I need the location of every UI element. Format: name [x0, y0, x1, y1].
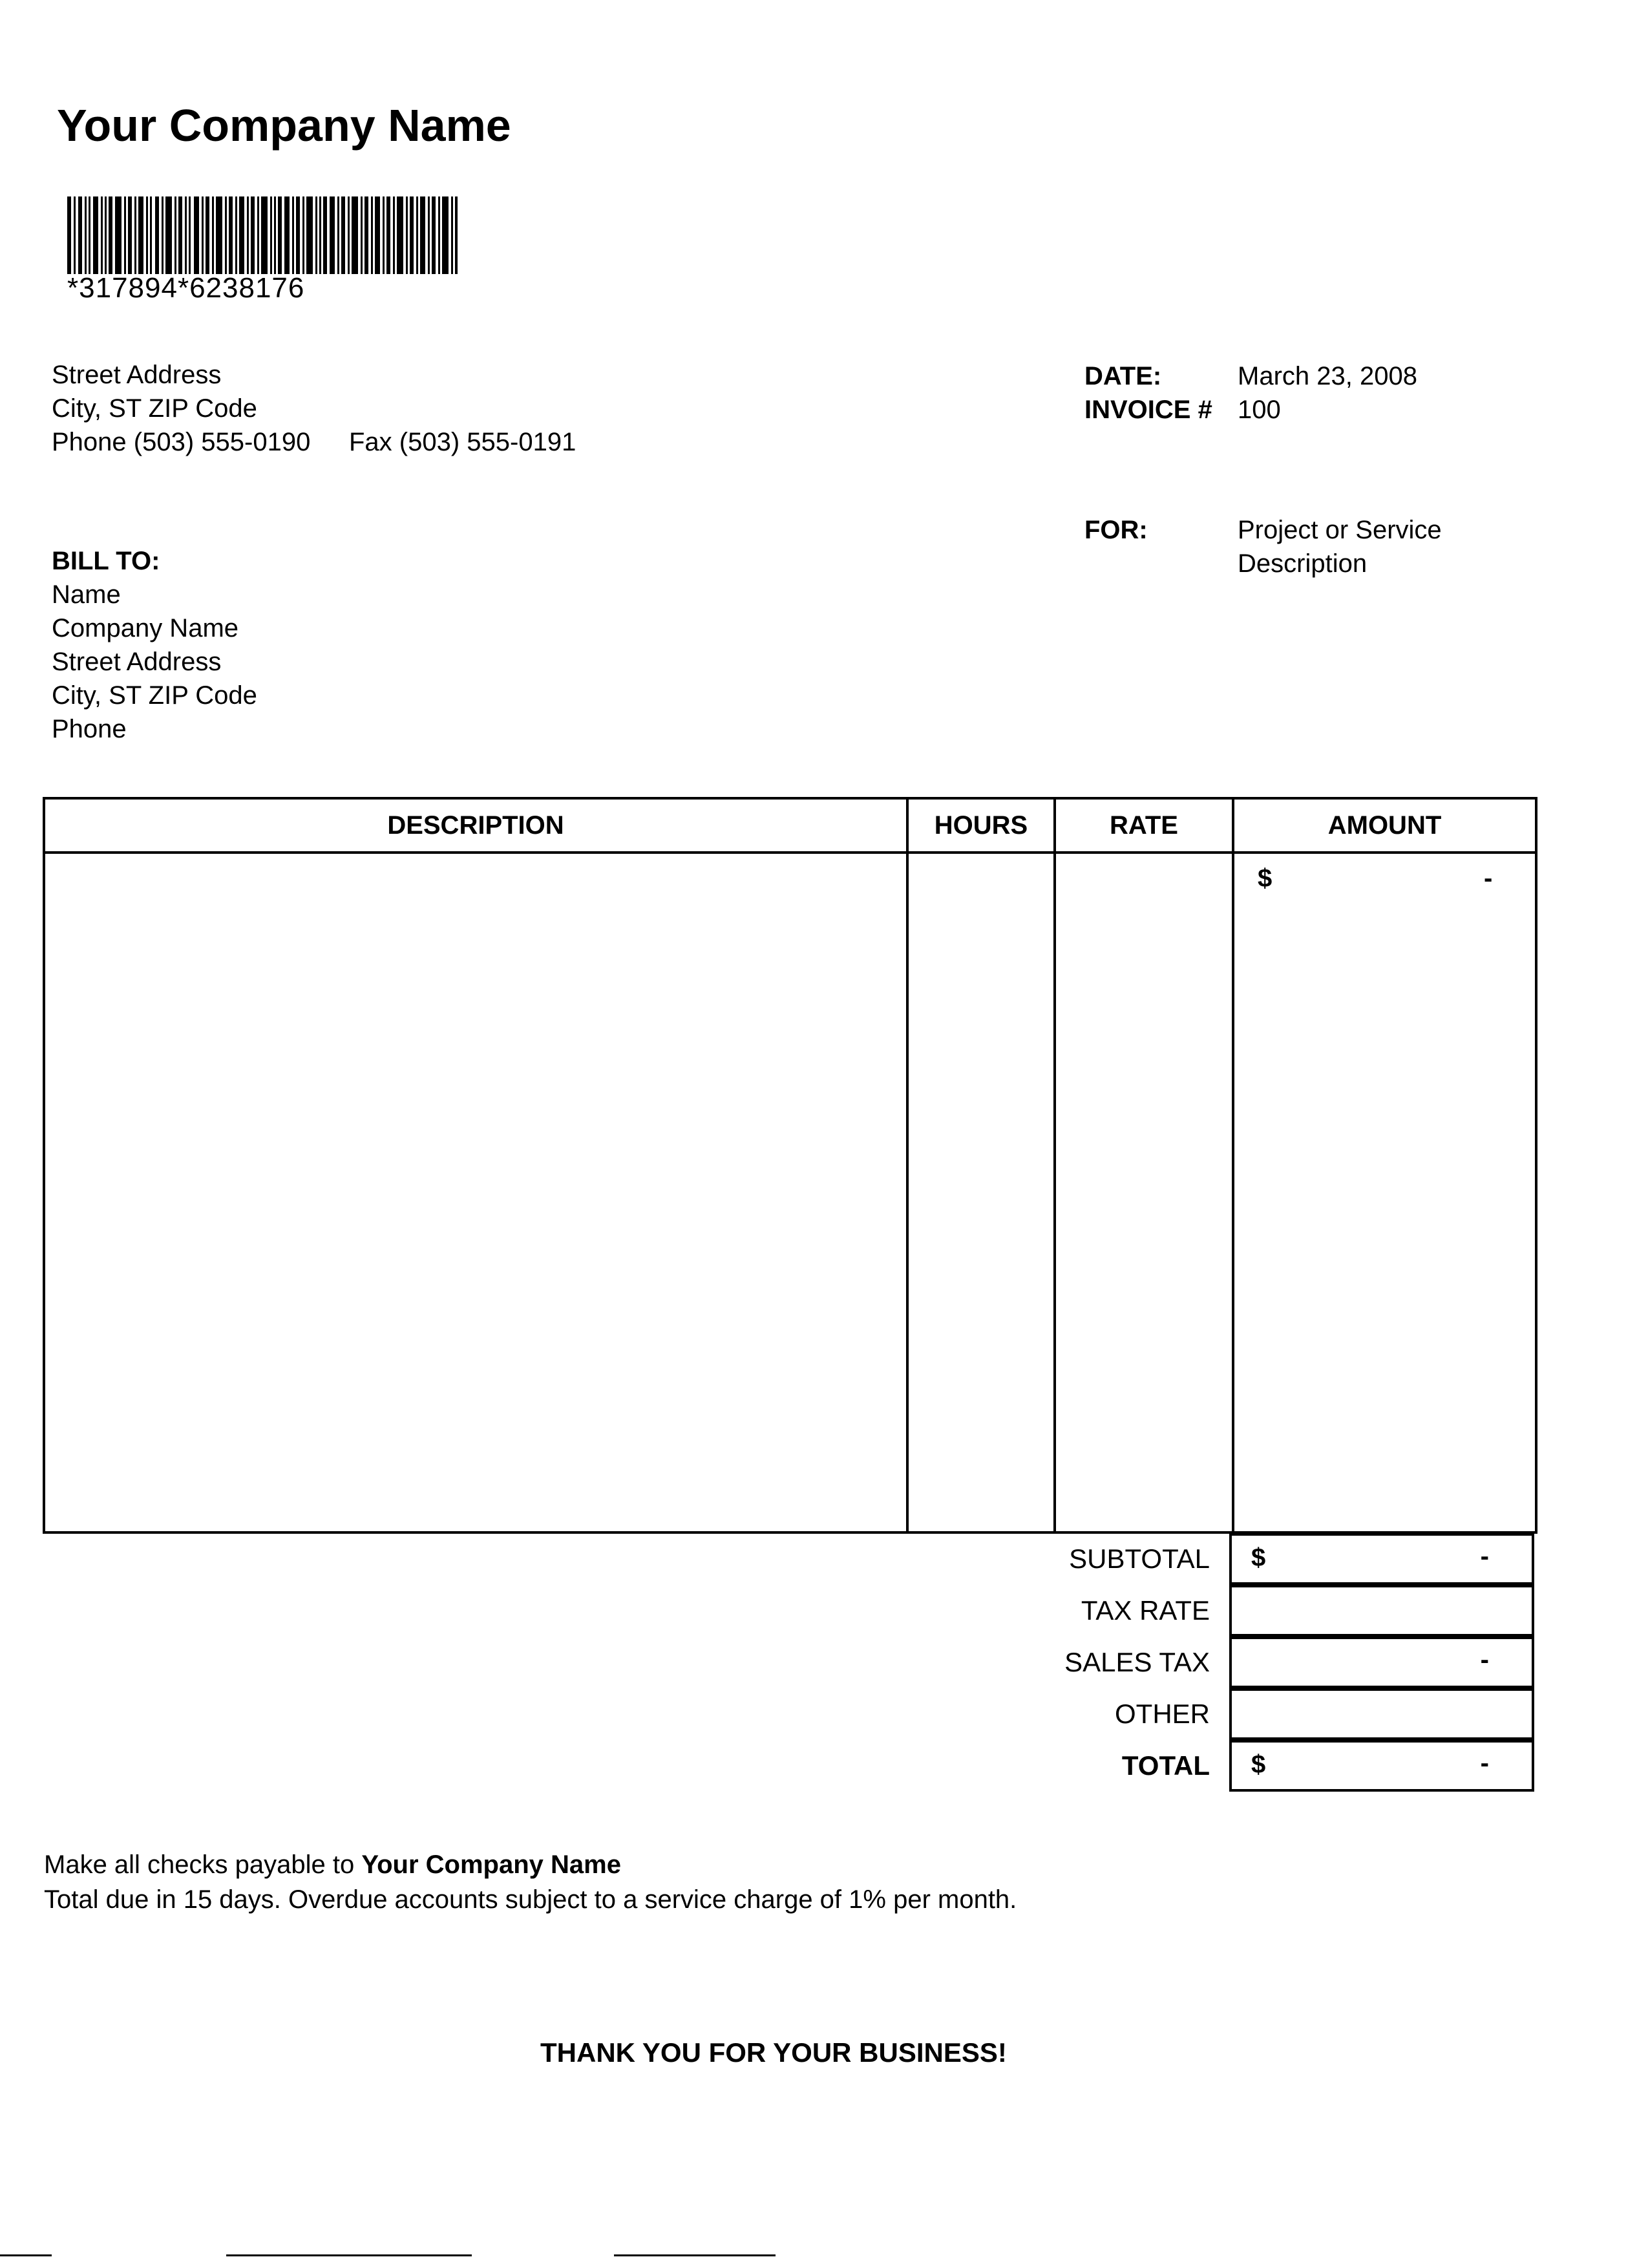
- subtotal-label: SUBTOTAL: [1069, 1543, 1210, 1574]
- total-currency: $: [1251, 1750, 1266, 1779]
- subtotal-currency: $: [1251, 1543, 1266, 1572]
- header-hours: HOURS: [934, 811, 1028, 840]
- tax-rate-box: [1229, 1585, 1534, 1637]
- header-rate: RATE: [1110, 811, 1178, 840]
- bill-to-name: Name: [52, 580, 121, 609]
- date-label: DATE:: [1084, 362, 1162, 390]
- scan-artifact-line: [226, 2254, 472, 2256]
- column-divider: [1053, 800, 1056, 1531]
- bill-to-street: Street Address: [52, 648, 222, 676]
- date-value: March 23, 2008: [1238, 362, 1417, 390]
- invoice-number-label: INVOICE #: [1084, 396, 1212, 424]
- other-label: OTHER: [1115, 1699, 1210, 1729]
- sender-fax: Fax (503) 555-0191: [349, 428, 576, 456]
- scan-artifact-line: [614, 2254, 776, 2256]
- payment-terms: Total due in 15 days. Overdue accounts subject to a service charge of 1% per month.: [44, 1885, 1017, 1914]
- header-amount: AMOUNT: [1327, 811, 1442, 840]
- barcode-number: *317894*6238176: [67, 272, 305, 304]
- tax-rate-label: TAX RATE: [1081, 1595, 1210, 1626]
- checks-payable-company: Your Company Name: [361, 1850, 621, 1879]
- table-header-divider: [45, 851, 1535, 854]
- total-value: -: [1480, 1749, 1489, 1777]
- other-box: [1229, 1688, 1534, 1740]
- sales-tax-box: [1229, 1637, 1534, 1688]
- total-label: TOTAL: [1121, 1750, 1210, 1781]
- header-description: DESCRIPTION: [387, 811, 564, 840]
- total-box: [1229, 1740, 1534, 1792]
- sender-street: Street Address: [52, 361, 222, 389]
- subtotal-value: -: [1480, 1542, 1489, 1571]
- invoice-number-value: 100: [1238, 396, 1281, 424]
- amount-value: -: [1484, 864, 1493, 893]
- barcode-image: [67, 196, 458, 274]
- sender-city: City, ST ZIP Code: [52, 394, 257, 423]
- subtotal-box: [1229, 1533, 1534, 1585]
- bill-to-label: BILL TO:: [52, 547, 160, 575]
- thank-you-message: THANK YOU FOR YOUR BUSINESS!: [540, 2037, 1007, 2068]
- checks-payable-prefix: Make all checks payable to: [44, 1850, 362, 1879]
- sender-phone: Phone (503) 555-0190: [52, 428, 311, 456]
- for-value-line2: Description: [1238, 549, 1368, 578]
- bill-to-company: Company Name: [52, 614, 239, 642]
- for-label: FOR:: [1084, 516, 1148, 544]
- line-items-table: [43, 797, 1537, 1534]
- column-divider: [906, 800, 909, 1531]
- column-divider: [1232, 800, 1234, 1531]
- scan-artifact-line: [0, 2254, 52, 2256]
- sales-tax-label: SALES TAX: [1064, 1647, 1210, 1677]
- company-name: Your Company Name: [57, 100, 511, 151]
- bill-to-city: City, ST ZIP Code: [52, 681, 257, 710]
- for-value-line1: Project or Service: [1238, 516, 1442, 544]
- checks-payable-line: [44, 1847, 621, 1882]
- amount-currency: $: [1258, 864, 1273, 893]
- sales-tax-value: -: [1480, 1646, 1489, 1674]
- bill-to-phone: Phone: [52, 715, 127, 743]
